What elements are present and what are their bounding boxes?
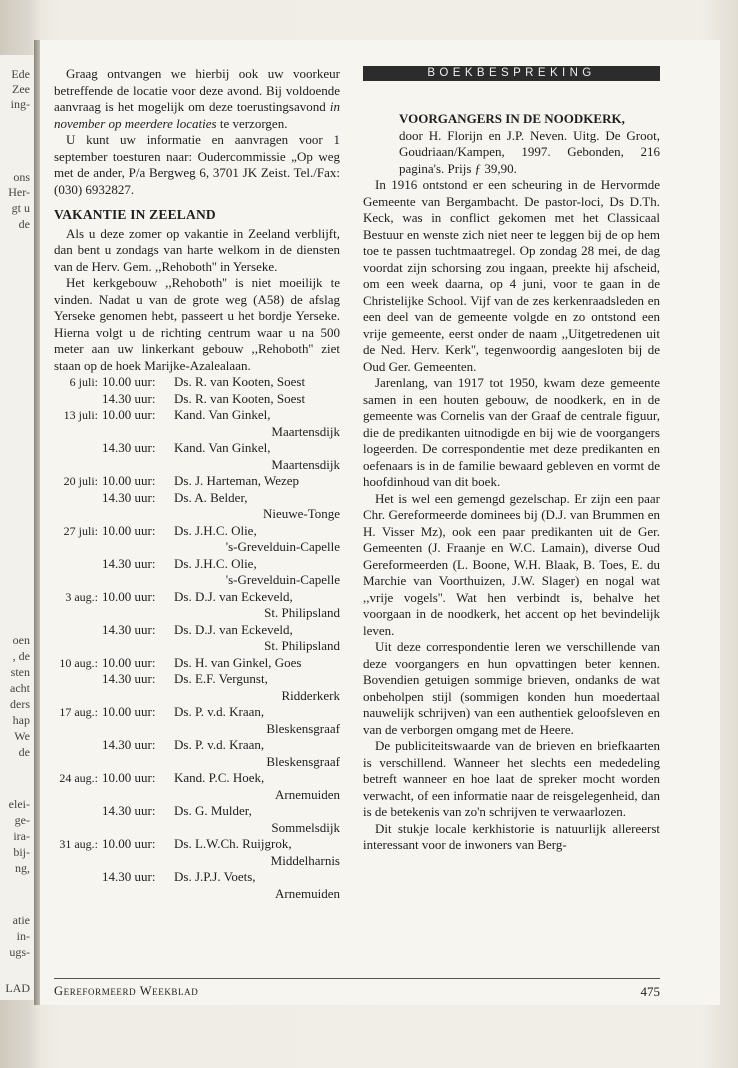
schedule-date: 6 juli: <box>69 375 98 389</box>
schedule-date <box>54 737 102 754</box>
schedule-date: 3 aug.: <box>65 589 98 604</box>
schedule-date: 10 aug.: <box>59 655 98 670</box>
previous-page-fragment: ugs- <box>9 945 30 959</box>
schedule-place: Nieuwe-Tonge <box>262 506 340 521</box>
schedule-speaker: Ds. L.W.Ch. Ruijgrok, <box>174 836 292 851</box>
schedule-row <box>54 737 340 754</box>
schedule-row <box>54 655 340 672</box>
schedule-date: 27 juli: <box>63 523 98 538</box>
review-paragraph-4: Uit deze correspondentie leren we verschillende van deze voorgangers en hun opvattingen beter kennen. Bovendien getuigen sommige brieven, ondanks de wat onbeholpen stijl (sommigen konden hun moedertaal nauwelijk schrijven) van een authentiek geloofsleven en van de verborgen omgang met de Heere. <box>363 639 660 737</box>
schedule-row-place <box>54 605 340 622</box>
previous-page-edge <box>0 55 36 1000</box>
schedule-time: 14.30 uur: <box>102 869 156 884</box>
schedule-row-place <box>54 539 340 556</box>
schedule-row-place <box>54 457 340 474</box>
schedule-time: 10.00 uur: <box>102 704 156 719</box>
schedule-row-place <box>54 754 340 771</box>
schedule-time: 10.00 uur: <box>102 770 156 785</box>
previous-page-fragment: Ede <box>11 67 30 81</box>
schedule-row <box>54 770 340 787</box>
body-paragraph-2: Het kerkgebouw ,,Rehoboth'' is niet moeilijk te vinden. Nadat u van de grote weg (A58) de afslag Yerseke genomen hebt, passeert u het bordje Yerseke. Hierna volgt u de richting centrum waar u na 500 meter aan uw linkerkant gebouw ,,Rehoboth'' ziet staan op de hoek Marijke-Azalealaan. <box>54 275 340 373</box>
publication-name: Gereformeerd Weekblad <box>54 984 199 998</box>
schedule-place: Arnemuiden <box>275 786 340 802</box>
schedule-row <box>54 374 340 391</box>
schedule-row <box>54 440 340 457</box>
schedule-time: 14.30 uur: <box>102 555 156 571</box>
review-header <box>399 111 660 177</box>
schedule-row-place <box>54 638 340 655</box>
page-number: 475 <box>640 984 660 999</box>
schedule-place: Maartensdijk <box>271 423 340 439</box>
schedule-date <box>54 671 102 688</box>
previous-page-fragment: oen <box>12 633 30 647</box>
schedule-time: 14.30 uur: <box>102 621 156 637</box>
schedule-speaker: Ds. J. Harteman, Wezep <box>174 473 300 488</box>
schedule-place: Arnemuiden <box>275 885 340 901</box>
schedule-place: 's-Grevelduin-Capelle <box>225 539 340 554</box>
schedule-row <box>54 407 340 424</box>
schedule-row-place <box>54 688 340 705</box>
schedule-date: 17 aug.: <box>59 705 98 719</box>
schedule-date <box>54 440 102 457</box>
schedule-place: St. Philipsland <box>264 638 340 653</box>
schedule-row-place <box>54 886 340 903</box>
schedule-speaker: Kand. Van Ginkel, <box>174 407 271 422</box>
schedule-row <box>54 803 340 820</box>
schedule-row <box>54 473 340 490</box>
previous-page-fragment: in- <box>16 929 30 943</box>
schedule-row-place <box>54 721 340 738</box>
intro-paragraph-1: Graag ontvangen we hierbij ook uw voorkeur betreffende de locatie voor deze avond. Bij voldoende aanvraag is het mogelijk om deze toerustingsavond in november op meerdere locaties te verzorgen. <box>54 66 340 131</box>
schedule-place: Bleskensgraaf <box>266 720 340 736</box>
rubric-banner: BOEKBESPREKING <box>363 66 660 81</box>
schedule-date <box>54 869 102 886</box>
schedule-speaker: Ds. J.H.C. Olie, <box>174 555 257 571</box>
review-paragraph-3: Het is wel een gemengd gezelschap. Er zijn een paar Chr. Gereformeerde dominees bij (D.J. van Brummen en H. Visser Mz), ook een paar predikanten uit de Ger. Gemeenten (J. Fraanje en W.C. Lamain), diverse Oud Gereformeerden (L. Boone, W.H. Blaak, B. Toes, E. du Marchie van Voorthuizen, J.W. Slager) en nogal wat ,,vrije vogels''. Wat hen verbindt is, behalve het voorgaan in de noodkerk, het accent op het bevindelijk leven. <box>363 490 660 638</box>
previous-page-fragment: de <box>18 745 30 759</box>
section-heading: VAKANTIE IN ZEELAND <box>54 207 216 222</box>
schedule-speaker: Ds. E.F. Vergunst, <box>174 671 268 686</box>
previous-page-fragment: ders <box>10 697 30 711</box>
review-details: door H. Florijn en J.P. Neven. Uitg. De Groot, Goudriaan/Kampen, 1997. Gebonden, 216 pagina's. Prijs ƒ 39,90. <box>399 127 660 176</box>
schedule-time: 10.00 uur: <box>102 654 156 670</box>
schedule-row-place <box>54 853 340 870</box>
schedule-time: 14.30 uur: <box>102 803 156 818</box>
schedule-time: 10.00 uur: <box>102 374 156 389</box>
schedule-row-place <box>54 424 340 441</box>
schedule-speaker: Ds. J.H.C. Olie, <box>174 522 257 538</box>
schedule-time: 10.00 uur: <box>102 588 156 604</box>
review-paragraph-6: Dit stukje locale kerkhistorie is natuurlijk allereerst interessant voor de inwoners van Berg- <box>363 820 660 852</box>
previous-page-fragment: gt u <box>11 201 30 215</box>
schedule-speaker: Ds. P. v.d. Kraan, <box>174 704 265 719</box>
schedule-time: 14.30 uur: <box>102 671 156 686</box>
previous-page-fragment: acht <box>10 681 30 695</box>
schedule-time: 14.30 uur: <box>102 390 156 406</box>
schedule-speaker: Ds. G. Mulder, <box>174 803 252 818</box>
previous-page-fragment: ira- <box>13 829 30 843</box>
schedule-date <box>54 622 102 639</box>
schedule-place: Sommelsdijk <box>271 819 340 835</box>
schedule-speaker: Ds. J.P.J. Voets, <box>174 869 256 884</box>
schedule-place: Bleskensgraaf <box>266 753 340 769</box>
previous-page-fragment: sten <box>10 665 30 679</box>
schedule-row-place <box>54 787 340 804</box>
right-column <box>363 66 660 854</box>
schedule-time: 14.30 uur: <box>102 737 156 752</box>
schedule-speaker: Ds. D.J. van Eckeveld, <box>174 621 293 637</box>
schedule-date <box>54 556 102 573</box>
previous-page-fragment: LAD <box>5 981 30 995</box>
left-column <box>54 66 340 902</box>
schedule-place: Maartensdijk <box>271 456 340 472</box>
schedule-date <box>54 803 102 820</box>
schedule-speaker: Ds. R. van Kooten, Soest <box>174 374 306 389</box>
previous-page-fragment: , de <box>12 649 30 663</box>
service-schedule <box>54 374 340 902</box>
schedule-time: 10.00 uur: <box>102 836 156 851</box>
schedule-date: 31 aug.: <box>59 837 98 851</box>
schedule-date <box>54 391 102 408</box>
schedule-date <box>54 490 102 507</box>
review-paragraph-2: Jarenlang, van 1917 tot 1950, kwam deze gemeente samen in een houten gebouw, de noodkerk, en in de gemeente was Cornelis van der Graaf de centrale figuur, die de predikanten uitnodigde en bij wie de voorgangers logeerden. De correspondentie met deze predikanten en oefenaars is in de familie bewaard gebleven en vormt de hoofdinhoud van dit boek. <box>363 375 660 489</box>
schedule-date: 24 aug.: <box>59 771 98 785</box>
schedule-row <box>54 589 340 606</box>
schedule-row <box>54 556 340 573</box>
previous-page-fragment: de <box>18 217 30 231</box>
previous-page-fragment: Zee <box>12 82 30 96</box>
schedule-speaker: Ds. P. v.d. Kraan, <box>174 737 265 752</box>
previous-page-fragment: ng, <box>15 861 30 875</box>
previous-page-fragment: hap <box>12 713 30 727</box>
schedule-time: 10.00 uur: <box>102 407 156 422</box>
schedule-place: St. Philipsland <box>264 605 340 620</box>
schedule-row <box>54 622 340 639</box>
schedule-row <box>54 704 340 721</box>
schedule-speaker: Kand. Van Ginkel, <box>174 440 271 455</box>
schedule-row <box>54 490 340 507</box>
schedule-row-place <box>54 506 340 523</box>
schedule-date: 13 juli: <box>63 408 98 422</box>
review-paragraph-5: De publiciteitswaarde van de brieven en briefkaarten is verschillend. Wanneer het slechts een mededeling betreft wanneer en hoe laat de spreker mocht worden verwacht, of een informatie naar de reisgelegenheid, dan is de betekenis van zo'n schrijven te verwaarlozen. <box>363 738 660 819</box>
schedule-speaker: Kand. P.C. Hoek, <box>174 770 265 785</box>
footer-rule <box>54 978 660 979</box>
schedule-place: 's-Grevelduin-Capelle <box>225 572 340 587</box>
schedule-time: 14.30 uur: <box>102 440 156 455</box>
previous-page-fragment: ons <box>13 170 30 184</box>
previous-page-fragment: ing- <box>10 97 30 111</box>
previous-page-fragment: ge- <box>14 813 30 827</box>
schedule-row-place <box>54 820 340 837</box>
schedule-row-place <box>54 572 340 589</box>
review-paragraph-1: In 1916 ontstond er een scheuring in de Hervormde Gemeente van Bergambacht. De pastor-loci, Ds D.Th. Keck, was in conflict gekomen met het Classicaal Bestuur en wenste zich niet neer te leggen bij de op hem toe te passen tuchtmaatregel. Op zondag 28 mei, de dag voordat zijn schorsing zou ingaan, preekte hij afscheid, om een week daarna, op 4 juni, voor te gaan in de Christelijke School. Vijf van de zes kerkenraadsleden en een deel van de gemeente volgde en zo ontstond een vrije gemeente, eerst onder de naam ,,Uitgetredenen uit de Ned. Herv. Kerk'', tegenwoordig aangesloten bij de Oud Ger. Gemeenten. <box>363 177 660 374</box>
schedule-date: 20 juli: <box>63 474 98 488</box>
schedule-time: 10.00 uur: <box>102 473 156 488</box>
previous-page-fragment: Her- <box>8 185 30 199</box>
schedule-row <box>54 869 340 886</box>
schedule-row <box>54 391 340 408</box>
schedule-time: 14.30 uur: <box>102 489 156 505</box>
intro-paragraph-2: U kunt uw informatie en aanvragen voor 1 september toesturen naar: Oudercommissie „Op weg met de ander, P/a Bergweg 6, 3701 JK Zeist. Tel./Fax: (030) 6932827. <box>54 132 340 197</box>
previous-page-fragment: We <box>14 729 30 743</box>
schedule-row <box>54 836 340 853</box>
schedule-place: Middelharnis <box>270 852 340 868</box>
previous-page-fragment: bij- <box>13 845 30 859</box>
schedule-speaker: Ds. R. van Kooten, Soest <box>174 390 306 406</box>
schedule-speaker: Ds. A. Belder, <box>174 489 248 505</box>
schedule-speaker: Ds. D.J. van Eckeveld, <box>174 588 293 604</box>
review-title: VOORGANGERS IN DE NOODKERK, <box>399 111 625 126</box>
schedule-speaker: Ds. H. van Ginkel, Goes <box>174 654 302 670</box>
schedule-time: 10.00 uur: <box>102 522 156 538</box>
previous-page-fragment: elei- <box>8 797 30 811</box>
schedule-row <box>54 523 340 540</box>
body-paragraph-1: Als u deze zomer op vakantie in Zeeland verblijft, dan bent u zondags van harte welkom in de diensten van de Herv. Gem. ,,Rehoboth'' in Yerseke. <box>54 225 340 274</box>
schedule-row <box>54 671 340 688</box>
schedule-place: Ridderkerk <box>281 687 340 703</box>
previous-page-fragment: atie <box>12 913 30 927</box>
